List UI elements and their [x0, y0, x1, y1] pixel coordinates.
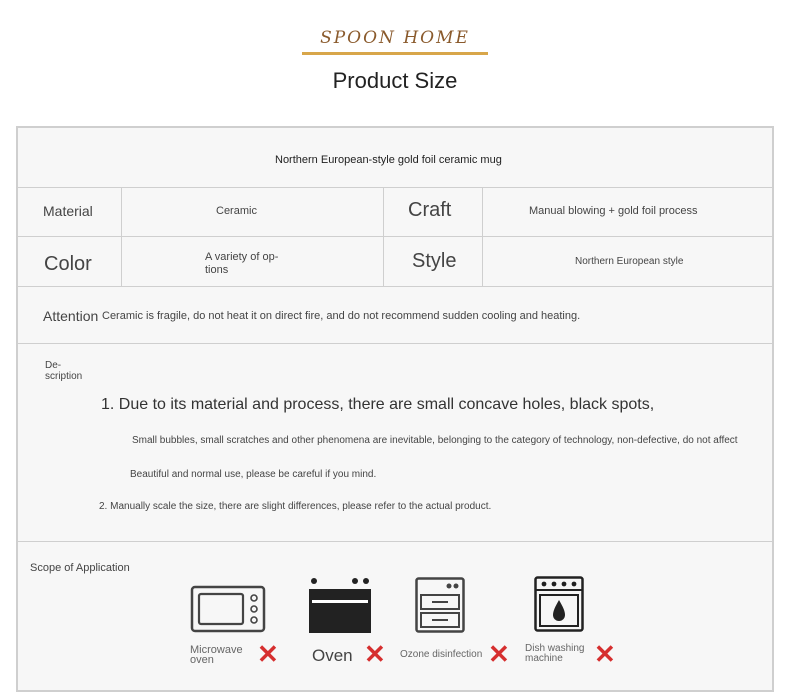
description-line-2: Small bubbles, small scratches and other phenomena are inevitable, belonging to the category of technology, non-defective, do not affect — [132, 435, 738, 446]
product-name: Northern European-style gold foil ceramic mug — [275, 154, 502, 166]
scope-row — [18, 542, 772, 690]
color-value-cell — [121, 237, 383, 286]
description-label-line1: De- — [45, 360, 62, 371]
ozone-not-allowed-icon: ✕ — [488, 639, 510, 669]
brand-header — [0, 28, 790, 55]
description-row — [18, 344, 772, 542]
microwave-icon — [190, 585, 266, 633]
attention-row — [18, 287, 772, 344]
style-value: Northern European style — [575, 256, 684, 267]
style-label-cell — [383, 237, 482, 286]
color-label: Color — [44, 253, 92, 275]
attention-text: Ceramic is fragile, do not heat it on direct fire, and do not recommend sudden cooling and heating. — [102, 310, 581, 322]
craft-value-cell — [482, 188, 772, 236]
color-style-row — [18, 237, 772, 287]
color-value-line1: A variety of op- — [205, 251, 279, 263]
product-name-row — [18, 128, 772, 188]
material-label: Material — [43, 203, 93, 219]
style-label: Style — [412, 250, 457, 272]
material-label-cell — [18, 188, 121, 236]
microwave-label-line1: Microwave — [190, 644, 243, 656]
material-value-cell — [121, 188, 383, 236]
description-line-1: 1. Due to its material and process, there are small concave holes, black spots, — [101, 396, 655, 413]
oven-label: Oven — [312, 646, 353, 665]
craft-label: Craft — [408, 199, 452, 221]
dishwasher-not-allowed-icon: ✕ — [594, 639, 616, 669]
dishwasher-label-line2: machine — [525, 653, 563, 664]
description-line-4: 2. Manually scale the size, there are slight differences, please refer to the actual product. — [99, 501, 492, 512]
microwave-label-line2: oven — [190, 654, 214, 666]
scope-label: Scope of Application — [30, 562, 130, 574]
spec-table — [16, 126, 774, 692]
oven-not-allowed-icon: ✕ — [364, 639, 386, 669]
craft-label-cell — [383, 188, 482, 236]
color-value-line2: tions — [205, 264, 229, 276]
craft-value: Manual blowing + gold foil process — [529, 205, 698, 217]
color-label-cell — [18, 237, 121, 286]
style-value-cell — [482, 237, 772, 286]
dishwasher-label-line1: Dish washing — [525, 643, 585, 654]
dishwasher-icon — [534, 576, 584, 632]
description-label-line2: scription — [45, 371, 83, 382]
ozone-label: Ozone disinfection — [400, 649, 483, 660]
material-craft-row — [18, 188, 772, 237]
page-title: Product Size — [332, 68, 458, 93]
material-value: Ceramic — [216, 205, 257, 217]
attention-label: Attention — [43, 308, 99, 324]
oven-icon — [308, 576, 372, 634]
ozone-disinfection-icon — [415, 577, 465, 633]
microwave-not-allowed-icon: ✕ — [257, 639, 279, 669]
description-line-3: Beautiful and normal use, please be careful if you mind. — [130, 469, 377, 480]
brand-logo: SPOON HOME — [302, 28, 488, 55]
